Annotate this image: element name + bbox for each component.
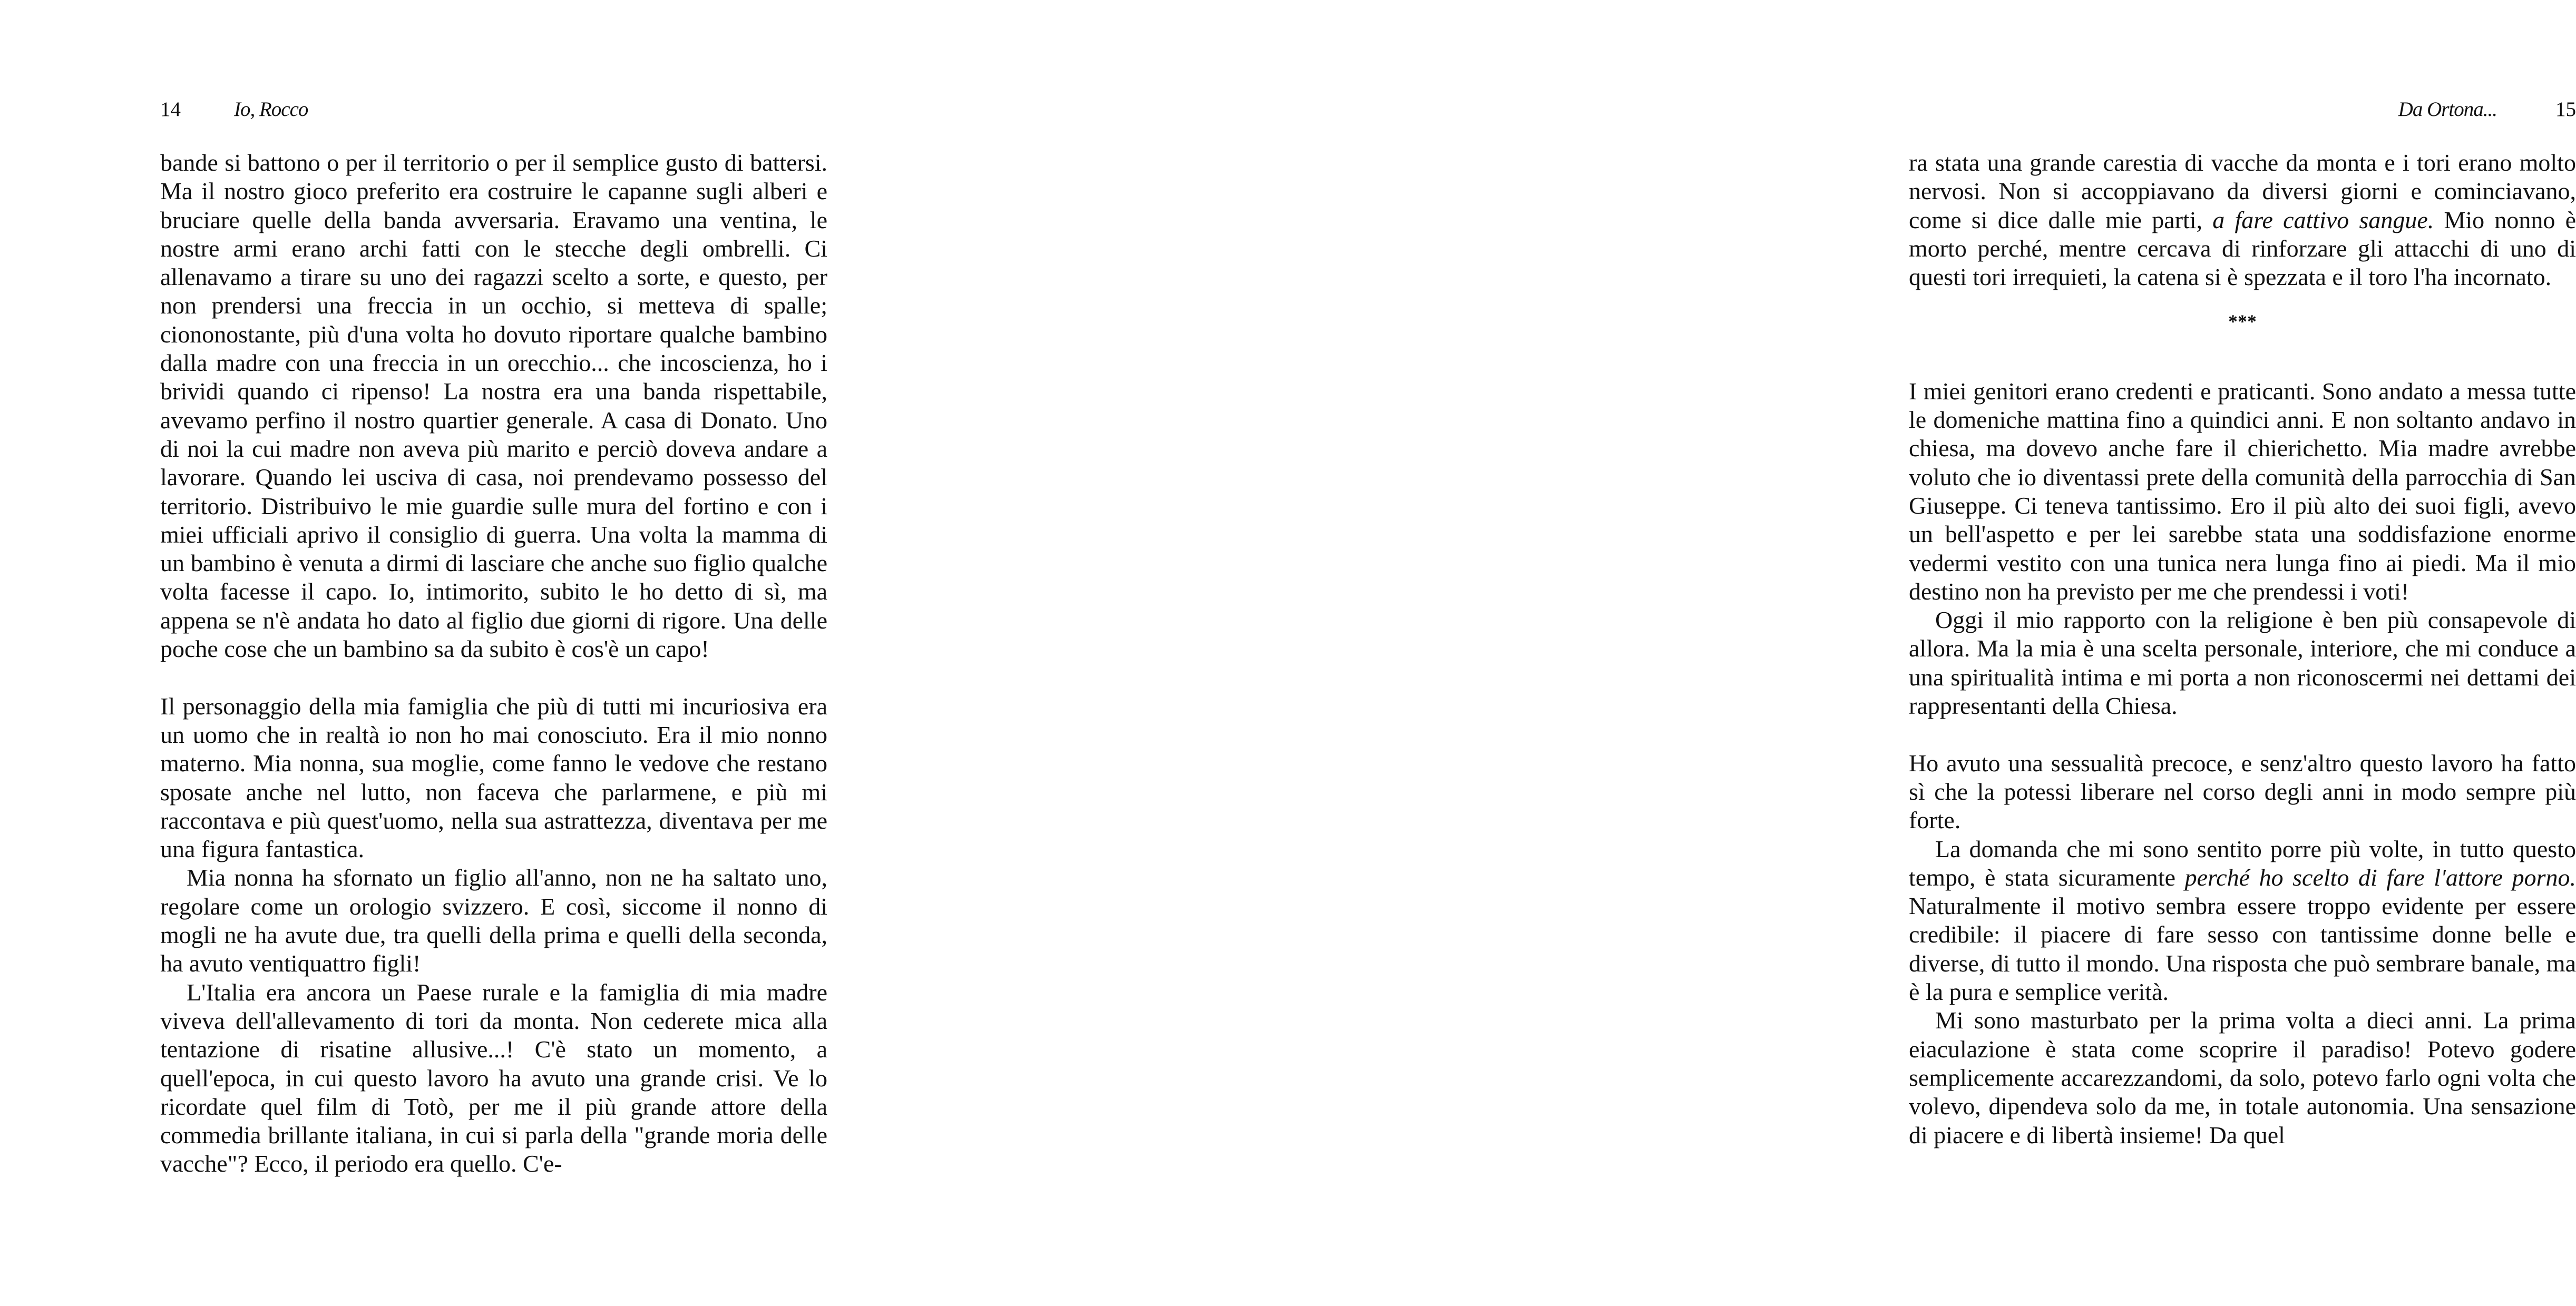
right-page-header xyxy=(1909,94,2576,125)
left-paragraph-3: Mia nonna ha sfornato un figlio all'anno, non ne ha saltato uno, regolare come un orologio svizzero. E così, siccome il nonno di mogli ne ha avute due, tra quelli della prima e quelli della seconda, ha avuto ventiquattro figli! xyxy=(160,864,827,977)
italic-phrase: a fare cattivo sangue. xyxy=(2212,206,2434,233)
italic-phrase: perché ho scelto di fare l'attore porno. xyxy=(2184,863,2576,891)
right-paragraph-1: ra stata una grande carestia di vacche da monta e i tori erano molto nervosi. Non si accoppiavano da diversi giorni e cominciavano, come si dice dalle mie parti, a fare cattivo sangue. Mio nonno è morto perché, mentre cercava di rinforzare gli attacchi di uno di questi tori irrequieti, la catena si è spezzata e il toro l'ha incornato. xyxy=(1909,149,2576,291)
right-page-number: 15 xyxy=(2555,98,2576,121)
right-body-text xyxy=(1909,149,2576,1150)
left-paragraph-1: bande si battono o per il territorio o per il semplice gusto di battersi. Ma il nostro gioco preferito era costruire le capanne sugli alberi e bruciare quelle della banda avversaria. Eravamo una ventina, le nostre armi erano archi fatti con le stecche degli ombrelli. Ci allenavamo a tirare su uno dei ragazzi scelto a sorte, e questo, per non prendersi una freccia in un occhio, si metteva di spalle; ciononostante, più d'una volta ho dovuto riportare qualche bambino dalla madre con una freccia in un orecchio... che incoscienza, ho i brividi quando ci ripenso! La nostra era una banda rispettabile, avevamo perfino il nostro quartier generale. A casa di Donato. Uno di noi la cui madre non aveva più marito e perciò doveva andare a lavorare. Quando lei usciva di casa, noi prendevamo possesso del territorio. Distribuivo le mie guardie sulle mura del fortino e con i miei ufficiali aprivo il consiglio di guerra. Una volta la mamma di un bambino è venuta a dirmi di lasciare che anche suo figlio qualche volta facesse il capo. Io, intimorito, subito le ho detto di sì, ma appena se n'è andata ho dato al figlio due giorni di rigore. Una delle poche cose che un bambino sa da subito è cos'è un capo! xyxy=(160,149,827,663)
left-page-header xyxy=(160,94,827,125)
left-page xyxy=(0,0,924,1306)
left-paragraph-2: Il personaggio della mia famiglia che più di tutti mi incuriosiva era un uomo che in realtà io non ho mai conosciuto. Era il mio nonno materno. Mia nonna, sua moglie, come fanno le vedove che restano sposate anche nel lutto, non faceva che parlarmene, e più mi raccontava e più quest'uomo, nella sua astrattezza, diventava per me una figura fantastica. xyxy=(160,692,827,863)
right-paragraph-2: I miei genitori erano credenti e praticanti. Sono andato a messa tutte le domeniche mattina fino a quindici anni. E non soltanto andavo in chiesa, ma dovevo anche fare il chierichetto. Mia madre avrebbe voluto che io diventassi prete della comunità della parrocchia di San Giuseppe. Ci teneva tantissimo. Ero il più alto dei suoi figli, avevo un bell'aspetto e per lei sarebbe stata una soddisfazione enorme vedermi vestito con una tunica nera lunga fino ai piedi. Ma il mio destino non ha previsto per me che prendessi i voti! xyxy=(1909,377,2576,605)
right-paragraph-5: La domanda che mi sono sentito porre più volte, in tutto questo tempo, è stata sicuramente perché ho scelto di fare l'attore porno. Naturalmente il motivo sembra essere troppo evidente per essere credibile: il piacere di fare sesso con tantissime donne belle e diverse, di tutto il mondo. Una risposta che può sembrare banale, ma è la pura e semplice verità. xyxy=(1909,835,2576,1006)
left-running-title: Io, Rocco xyxy=(234,98,308,121)
section-separator: *** xyxy=(2228,311,2257,332)
left-paragraph-4: L'Italia era ancora un Paese rurale e la famiglia di mia madre viveva dell'allevamento di tori da monta. Non cederete mica alla tentazione di risatine allusive...! C'è stato un momento, a quell'epoca, in cui questo lavoro ha avuto una grande crisi. Ve lo ricordate quel film di Totò, per me il più grande attore della commedia brillante italiana, in cui si parla della "grande moria delle vacche"? Ecco, il periodo era quello. C'e- xyxy=(160,978,827,1177)
left-page-number: 14 xyxy=(160,98,181,121)
right-paragraph-6: Mi sono masturbato per la prima volta a dieci anni. La prima eiaculazione è stata come scoprire il paradiso! Potevo godere semplicemente accarezzandomi, da solo, potevo farlo ogni volta che volevo, dipendeva solo da me, in totale autonomia. Una sensazione di piacere e di libertà insieme! Da quel xyxy=(1909,1007,2576,1148)
right-running-title: Da Ortona... xyxy=(2398,98,2497,121)
right-page xyxy=(924,0,2576,1306)
right-paragraph-4: Ho avuto una sessualità precoce, e senz'altro questo lavoro ha fatto sì che la potessi liberare nel corso degli anni in modo sempre più forte. xyxy=(1909,749,2576,834)
left-body-text xyxy=(160,149,827,1179)
right-paragraph-3: Oggi il mio rapporto con la religione è ben più consapevole di allora. Ma la mia è una scelta personale, interiore, che mi conduce a una spiritualità intima e mi porta a non riconoscermi nei dettami dei rappresentanti della Chiesa. xyxy=(1909,606,2576,720)
